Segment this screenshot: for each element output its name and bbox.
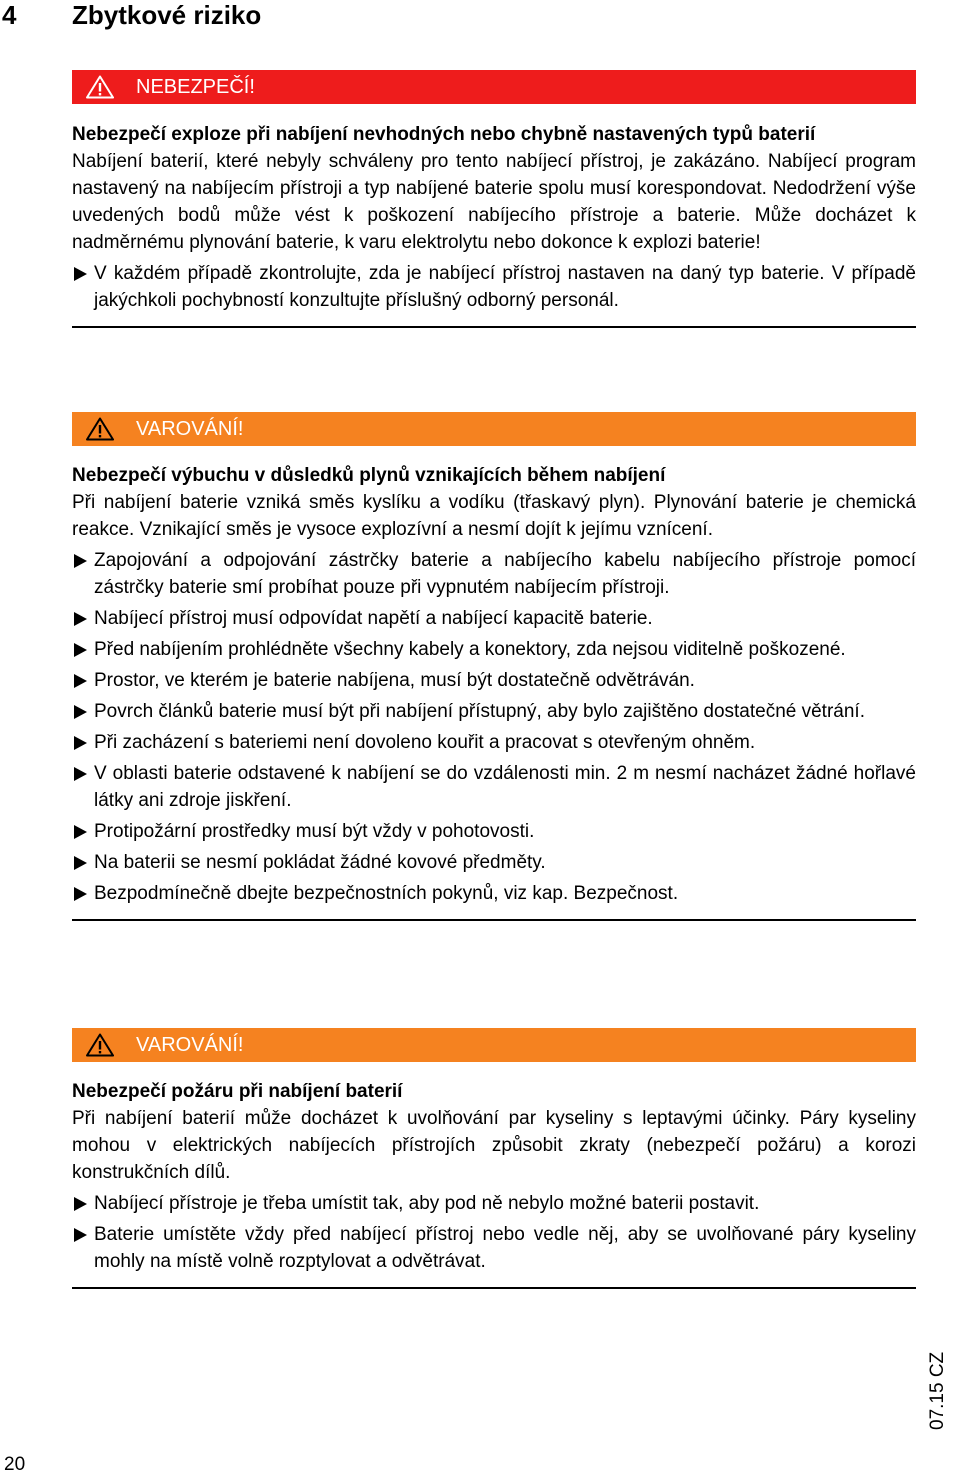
bullet-arrow-icon bbox=[74, 1197, 87, 1211]
warning-bullet-list bbox=[72, 547, 916, 907]
warning-notice-fire bbox=[72, 1028, 916, 1289]
list-item bbox=[72, 880, 916, 907]
bullet-text: Protipožární prostředky musí být vždy v pohotovosti. bbox=[94, 821, 535, 842]
list-item bbox=[72, 636, 916, 663]
bullet-arrow-icon bbox=[74, 1228, 87, 1242]
bullet-text: Nabíjecí přístroje je třeba umístit tak, aby pod ně nebylo možné baterii postavit. bbox=[94, 1193, 760, 1214]
document-code: 07.15 CZ bbox=[927, 1351, 948, 1430]
bullet-arrow-icon bbox=[74, 643, 87, 657]
bullet-arrow-icon bbox=[74, 705, 87, 719]
bullet-arrow-icon bbox=[74, 267, 87, 281]
list-item bbox=[72, 849, 916, 876]
warning-label: VAROVÁNÍ! bbox=[136, 1034, 244, 1056]
bullet-text: V oblasti baterie odstavené k nabíjení se do vzdálenosti min. 2 m nesmí nacházet žádné hořlavé látky ani zdroje jiskření. bbox=[94, 763, 916, 811]
list-item bbox=[72, 698, 916, 725]
bullet-arrow-icon bbox=[74, 554, 87, 568]
bullet-text: Na baterii se nesmí pokládat žádné kovové předměty. bbox=[94, 852, 546, 873]
warning-text: Při nabíjení baterií může docházet k uvolňování par kyseliny s leptavými účinky. Páry kyseliny mohou v elektrických nabíjecích přístrojích způsobit zkraty (nebezpečí požáru) a korozi konstrukčních dílů. bbox=[72, 1108, 916, 1183]
bullet-arrow-icon bbox=[74, 612, 87, 626]
bullet-arrow-icon bbox=[74, 825, 87, 839]
list-item bbox=[72, 667, 916, 694]
bullet-arrow-icon bbox=[74, 674, 87, 688]
danger-notice bbox=[72, 70, 916, 328]
warning-triangle-icon bbox=[86, 417, 114, 441]
danger-label: NEBEZPEČÍ! bbox=[136, 76, 255, 98]
bullet-text: Baterie umístěte vždy před nabíjecí přístroj nebo vedle něj, aby se uvolňované páry kyseliny mohly na místě volně rozptylovat a odvětrávat. bbox=[94, 1224, 916, 1272]
warning-notice-explosion bbox=[72, 412, 916, 921]
danger-text: Nabíjení baterií, které nebyly schváleny pro tento nabíjecí přístroj, je zakázáno. Nabíjecí program nastavený na nabíjecím přístroji a typ nabíjené baterie spolu musí korespondovat. Nedodržení výše uvedených bodů může vést k poškození nabíjecího přístroje a baterie. Může docházet k nadměrnému plynování baterie, k varu elektrolytu nebo dokonce k explozi baterie! bbox=[72, 151, 916, 253]
list-item bbox=[72, 760, 916, 814]
list-item bbox=[72, 260, 916, 314]
warning-banner bbox=[72, 412, 916, 446]
section-divider bbox=[72, 326, 916, 328]
bullet-text: Před nabíjením prohlédněte všechny kabely a konektory, zda nejsou viditelně poškozené. bbox=[94, 639, 846, 660]
bullet-arrow-icon bbox=[74, 856, 87, 870]
list-item bbox=[72, 729, 916, 756]
warning-label: VAROVÁNÍ! bbox=[136, 418, 244, 440]
warning-triangle-icon bbox=[86, 1033, 114, 1057]
section-divider bbox=[72, 1287, 916, 1289]
chapter-number: 4 bbox=[2, 0, 17, 30]
section-divider bbox=[72, 919, 916, 921]
bullet-arrow-icon bbox=[74, 767, 87, 781]
warning-banner bbox=[72, 1028, 916, 1062]
bullet-arrow-icon bbox=[74, 887, 87, 901]
bullet-text: Nabíjecí přístroj musí odpovídat napětí a nabíjecí kapacitě baterie. bbox=[94, 608, 653, 629]
chapter-title: Zbytkové riziko bbox=[72, 0, 262, 30]
bullet-text: Povrch článků baterie musí být při nabíjení přístupný, aby bylo zajištěno dostatečné větrání. bbox=[94, 701, 865, 722]
danger-banner bbox=[72, 70, 916, 104]
bullet-text: Prostor, ve kterém je baterie nabíjena, musí být dostatečně odvětráván. bbox=[94, 670, 695, 691]
danger-title: Nebezpečí exploze při nabíjení nevhodných nebo chybně nastavených typů baterií bbox=[72, 124, 816, 145]
warning-title: Nebezpečí výbuchu v důsledků plynů vznikajících během nabíjení bbox=[72, 465, 666, 486]
list-item bbox=[72, 1190, 916, 1217]
bullet-text: Bezpodmínečně dbejte bezpečnostních pokynů, viz kap. Bezpečnost. bbox=[94, 883, 679, 904]
bullet-arrow-icon bbox=[74, 736, 87, 750]
bullet-text: Při zacházení s bateriemi není dovoleno kouřit a pracovat s otevřeným ohněm. bbox=[94, 732, 756, 753]
warning-triangle-icon bbox=[86, 75, 114, 99]
bullet-text: V každém případě zkontrolujte, zda je nabíjecí přístroj nastaven na daný typ baterie. V případě jakýchkoli pochybností konzultujte příslušný odborný personál. bbox=[94, 263, 916, 311]
list-item bbox=[72, 547, 916, 601]
bullet-text: Zapojování a odpojování zástrčky baterie a nabíjecího kabelu nabíjecího přístroje pomocí zástrčky baterie smí probíhat pouze při vypnutém nabíjecím přístroji. bbox=[94, 550, 916, 598]
warning-text: Při nabíjení baterie vzniká směs kyslíku a vodíku (třaskavý plyn). Plynování baterie je chemická reakce. Vznikající směs je vysoce explozívní a nesmí dojít k jejímu vznícení. bbox=[72, 492, 916, 540]
warning-title: Nebezpečí požáru při nabíjení baterií bbox=[72, 1081, 403, 1102]
list-item bbox=[72, 605, 916, 632]
list-item bbox=[72, 818, 916, 845]
page-number: 20 bbox=[4, 1454, 26, 1475]
list-item bbox=[72, 1221, 916, 1275]
